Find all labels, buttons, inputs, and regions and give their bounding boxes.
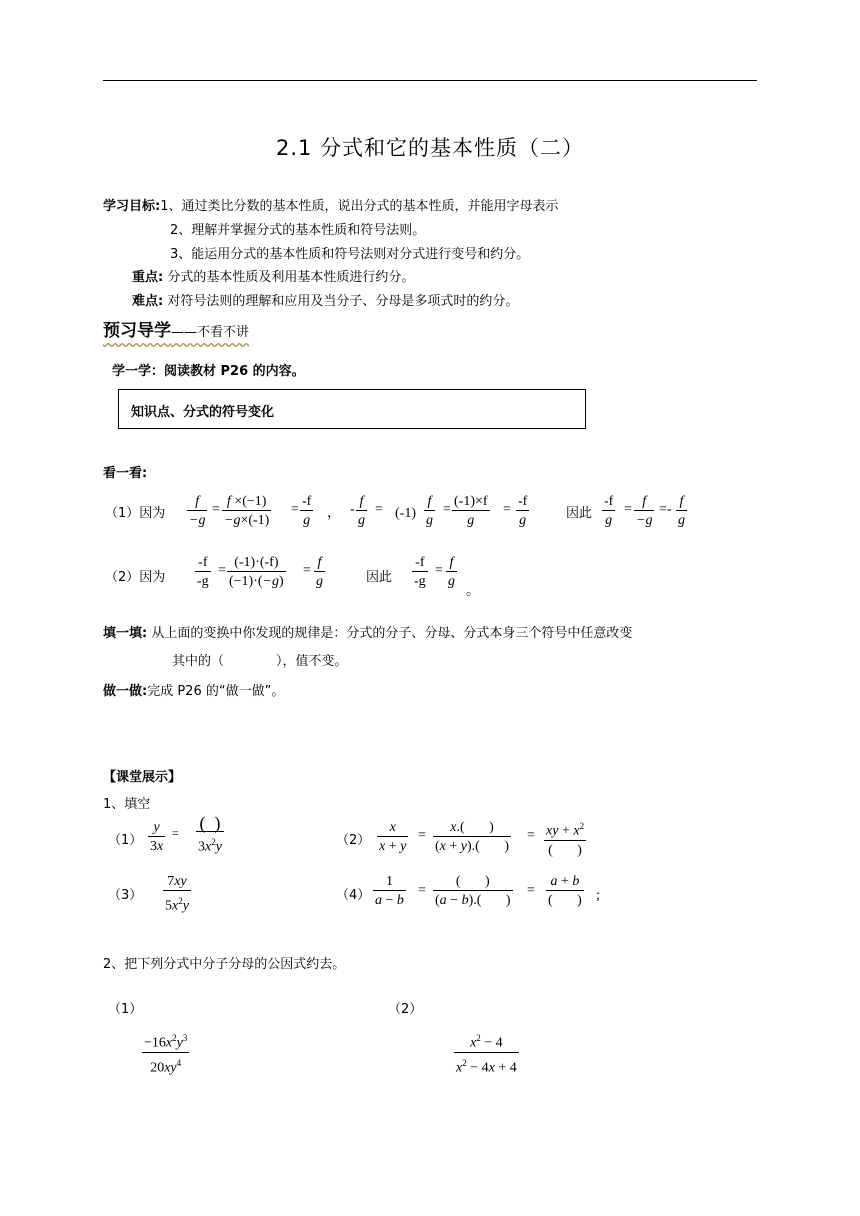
preview-heading-text: 预习导学 bbox=[103, 321, 171, 341]
fraction: $\frac{-f}{g}$ bbox=[604, 494, 614, 528]
fraction: ( ) $3x^2y$ bbox=[198, 813, 222, 855]
fraction: $\frac{f}{g}$ bbox=[426, 494, 433, 528]
fraction: $\frac{-f}{-g}$ bbox=[414, 555, 426, 589]
fraction: $\frac{f}{-g}$ bbox=[636, 494, 653, 528]
objectives-line-1 bbox=[103, 195, 558, 214]
example-1-prefix: （1）因为 bbox=[105, 506, 166, 521]
example-2-prefix: （2）因为 bbox=[105, 570, 166, 585]
fill-text: 从上面的变换中你发现的规律是：分式的分子、分母、分式本身三个符号中任意改变 bbox=[151, 626, 633, 641]
header-rule bbox=[103, 80, 757, 81]
fraction: $\frac{x}{x + y}$ bbox=[379, 820, 407, 854]
key-point-line bbox=[132, 266, 414, 285]
fraction: ( ) (a − b).( ) bbox=[435, 874, 511, 908]
example-1-therefore: 因此 bbox=[566, 506, 593, 521]
question-2: 2、把下列分式中分子分母的公因式约去。 bbox=[103, 957, 346, 972]
preview-subheading: ——不看不讲 bbox=[171, 325, 250, 340]
fill-label: 填一填: bbox=[103, 626, 148, 641]
q1-label-4: （4） bbox=[336, 888, 371, 903]
fraction: $\frac{y}{3x}$ bbox=[150, 820, 164, 854]
q1-label-1: （1） bbox=[108, 833, 143, 848]
objective-item-2: 2、理解并掌握分式的基本性质和符号法则。 bbox=[170, 223, 426, 238]
fraction: $\frac{f \times(-1)}{-g\times(-1)}$ bbox=[224, 494, 270, 528]
knowledge-box bbox=[118, 389, 586, 429]
key-point-label: 重点: bbox=[132, 270, 164, 285]
study-line: 学一学：阅读教材 P26 的内容。 bbox=[112, 364, 305, 379]
knowledge-box-label: 知识点、分式的符号变化 bbox=[131, 405, 275, 420]
fraction: $\frac{-f}{g}$ bbox=[302, 494, 312, 528]
fraction: $\frac{(-1)\cdot(-f)}{(-1)\cdot(-g)}$ bbox=[229, 555, 284, 589]
do-text: 完成 P26 的“做一做”。 bbox=[147, 684, 285, 699]
do-line bbox=[103, 680, 284, 699]
fraction: $\frac{-f}{-g}$ bbox=[197, 555, 209, 589]
difficulty-text: 对符号法则的理解和应用及当分子、分母是多项式时的约分。 bbox=[167, 294, 519, 309]
fraction: $\frac{7xy}{5x^2y}$ bbox=[165, 874, 189, 914]
q2-label-1: （1） bbox=[108, 1002, 143, 1017]
fraction: a + b ( ) bbox=[548, 874, 582, 908]
objective-item-3: 3、能运用分式的基本性质和符号法则对分式进行变号和约分。 bbox=[170, 247, 530, 262]
classroom-heading: 【课堂展示】 bbox=[103, 770, 182, 785]
objective-item-1: 1、通过类比分数的基本性质，说出分式的基本性质，并能用字母表示 bbox=[160, 199, 559, 214]
fraction: $\frac{1}{a - b}$ bbox=[375, 874, 404, 908]
look-label: 看一看: bbox=[103, 466, 148, 481]
q1-label-3: （3） bbox=[108, 888, 143, 903]
preview-heading bbox=[103, 316, 249, 341]
difficulty-label: 难点: bbox=[132, 294, 164, 309]
fraction: $\frac{f}{-g}$ bbox=[189, 494, 206, 528]
q1-label-2: （2） bbox=[336, 833, 371, 848]
fraction: xy + $x^2$ ( ) bbox=[546, 821, 585, 858]
question-1: 1、填空 bbox=[103, 797, 151, 812]
fill-text-2: 其中的（ ），值不变。 bbox=[172, 654, 348, 669]
page-title: 2.1 分式和它的基本性质（二） bbox=[275, 136, 585, 160]
fraction: $\frac{f}{g}$ bbox=[448, 555, 455, 589]
key-point-text: 分式的基本性质及利用基本性质进行约分。 bbox=[167, 270, 415, 285]
fraction: $\frac{f}{g}$ bbox=[316, 555, 323, 589]
fraction: $\frac{f}{g}$ bbox=[678, 494, 685, 528]
fraction: $\frac{x^2 - 4}{x^2 - 4x + 4}$ bbox=[456, 1033, 517, 1076]
fraction: $\frac{x.( )}{(x + y).( )}$ bbox=[435, 820, 510, 854]
fraction: $\frac{-16x^2y^3}{20xy^4}$ bbox=[144, 1033, 188, 1076]
do-label: 做一做: bbox=[103, 684, 148, 699]
fraction: $\frac{(-1)\times f}{g}$ bbox=[454, 494, 488, 528]
q2-label-2: （2） bbox=[388, 1002, 423, 1017]
difficulty-line bbox=[132, 290, 518, 309]
fraction: $\frac{-f}{g}$ bbox=[518, 494, 528, 528]
objectives-label: 学习目标: bbox=[103, 199, 161, 214]
example-2-therefore: 因此 bbox=[366, 570, 393, 585]
fraction: $\frac{f}{g}$ bbox=[358, 494, 365, 528]
fill-line bbox=[103, 622, 632, 641]
